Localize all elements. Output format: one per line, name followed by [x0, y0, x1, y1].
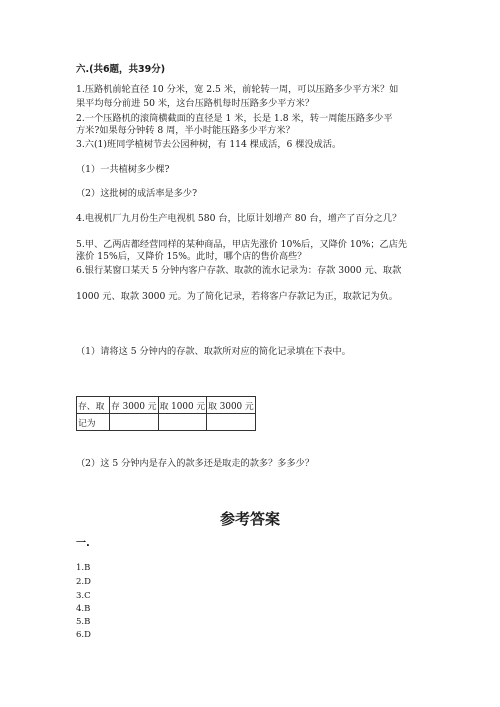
answers-part-heading: 一. — [76, 538, 90, 549]
question-3-sub-2: （2）这批树的成活率是多少? — [76, 188, 198, 199]
question-3: 3.六(1)班同学植树节去公园种树，有 114 棵成活，6 棵没成活。 — [76, 139, 342, 150]
answer-item: 2.D — [76, 577, 91, 587]
table-cell: 记为 — [77, 414, 110, 431]
table-cell: 存、取 — [77, 397, 110, 414]
answer-item: 3.C — [76, 591, 91, 601]
table-cell: 取 3000 元 — [207, 397, 256, 414]
answer-item: 5.B — [76, 617, 91, 627]
question-1-line-2: 果平均每分前进 50 米，这台压路机每时压路多少平方米？ — [76, 98, 315, 109]
question-4: 4.电视机厂九月份生产电视机 580 台，比原计划增产 80 台，增产了百分之几？ — [76, 213, 402, 224]
table-cell — [110, 414, 159, 431]
table-cell: 存 3000 元 — [110, 397, 159, 414]
table-cell: 取 1000 元 — [158, 397, 207, 414]
answers-title: 参考答案 — [219, 510, 280, 528]
question-2-line-1: 2.一个压路机的滚筒横截面的直径是 1 米，长是 1.8 米，转一周能压路多少平 — [76, 113, 393, 124]
question-1-line-1: 1.压路机前轮直径 10 分米，宽 2.5 米，前轮转一周，可以压路多少平方米？如 — [76, 84, 399, 95]
question-6-sub-2: （2）这 5 分钟内是存入的款多还是取走的款多？多多少？ — [76, 458, 315, 469]
table-row — [77, 414, 256, 431]
answer-item: 6.D — [76, 630, 91, 640]
question-3-sub-1: （1）一共植树多少棵? — [76, 164, 170, 175]
question-6-sub-1: （1）请将这 5 分钟内的存款、取款所对应的简化记录填在下表中。 — [76, 346, 351, 357]
record-table — [76, 396, 256, 431]
question-6-line-2: 1000 元、取款 3000 元。为了简化记录，若将客户存款记为正，取款记为负。 — [76, 291, 398, 302]
section-heading: 六.(共6题，共39分) — [76, 64, 166, 75]
question-6-line-1: 6.银行某窗口某天 5 分钟内客户存款、取款的流水记录为：存款 3000 元、取款 — [76, 265, 402, 276]
table-cell — [158, 414, 207, 431]
question-5-line-2: 涨价 15%后，又降价 15%。此时，哪个店的售价高些？ — [76, 251, 307, 262]
question-5-line-1: 5.甲、乙两店都经营同样的某种商品，甲店先涨价 10%后，又降价 10%；乙店先 — [76, 239, 408, 250]
answer-item: 1.B — [76, 563, 91, 573]
question-2-line-2: 方米?如果每分钟转 8 周，半小时能压路多少平方米？ — [76, 125, 295, 136]
answer-item: 4.B — [76, 604, 91, 614]
table-row — [77, 397, 256, 414]
table-cell — [207, 414, 256, 431]
